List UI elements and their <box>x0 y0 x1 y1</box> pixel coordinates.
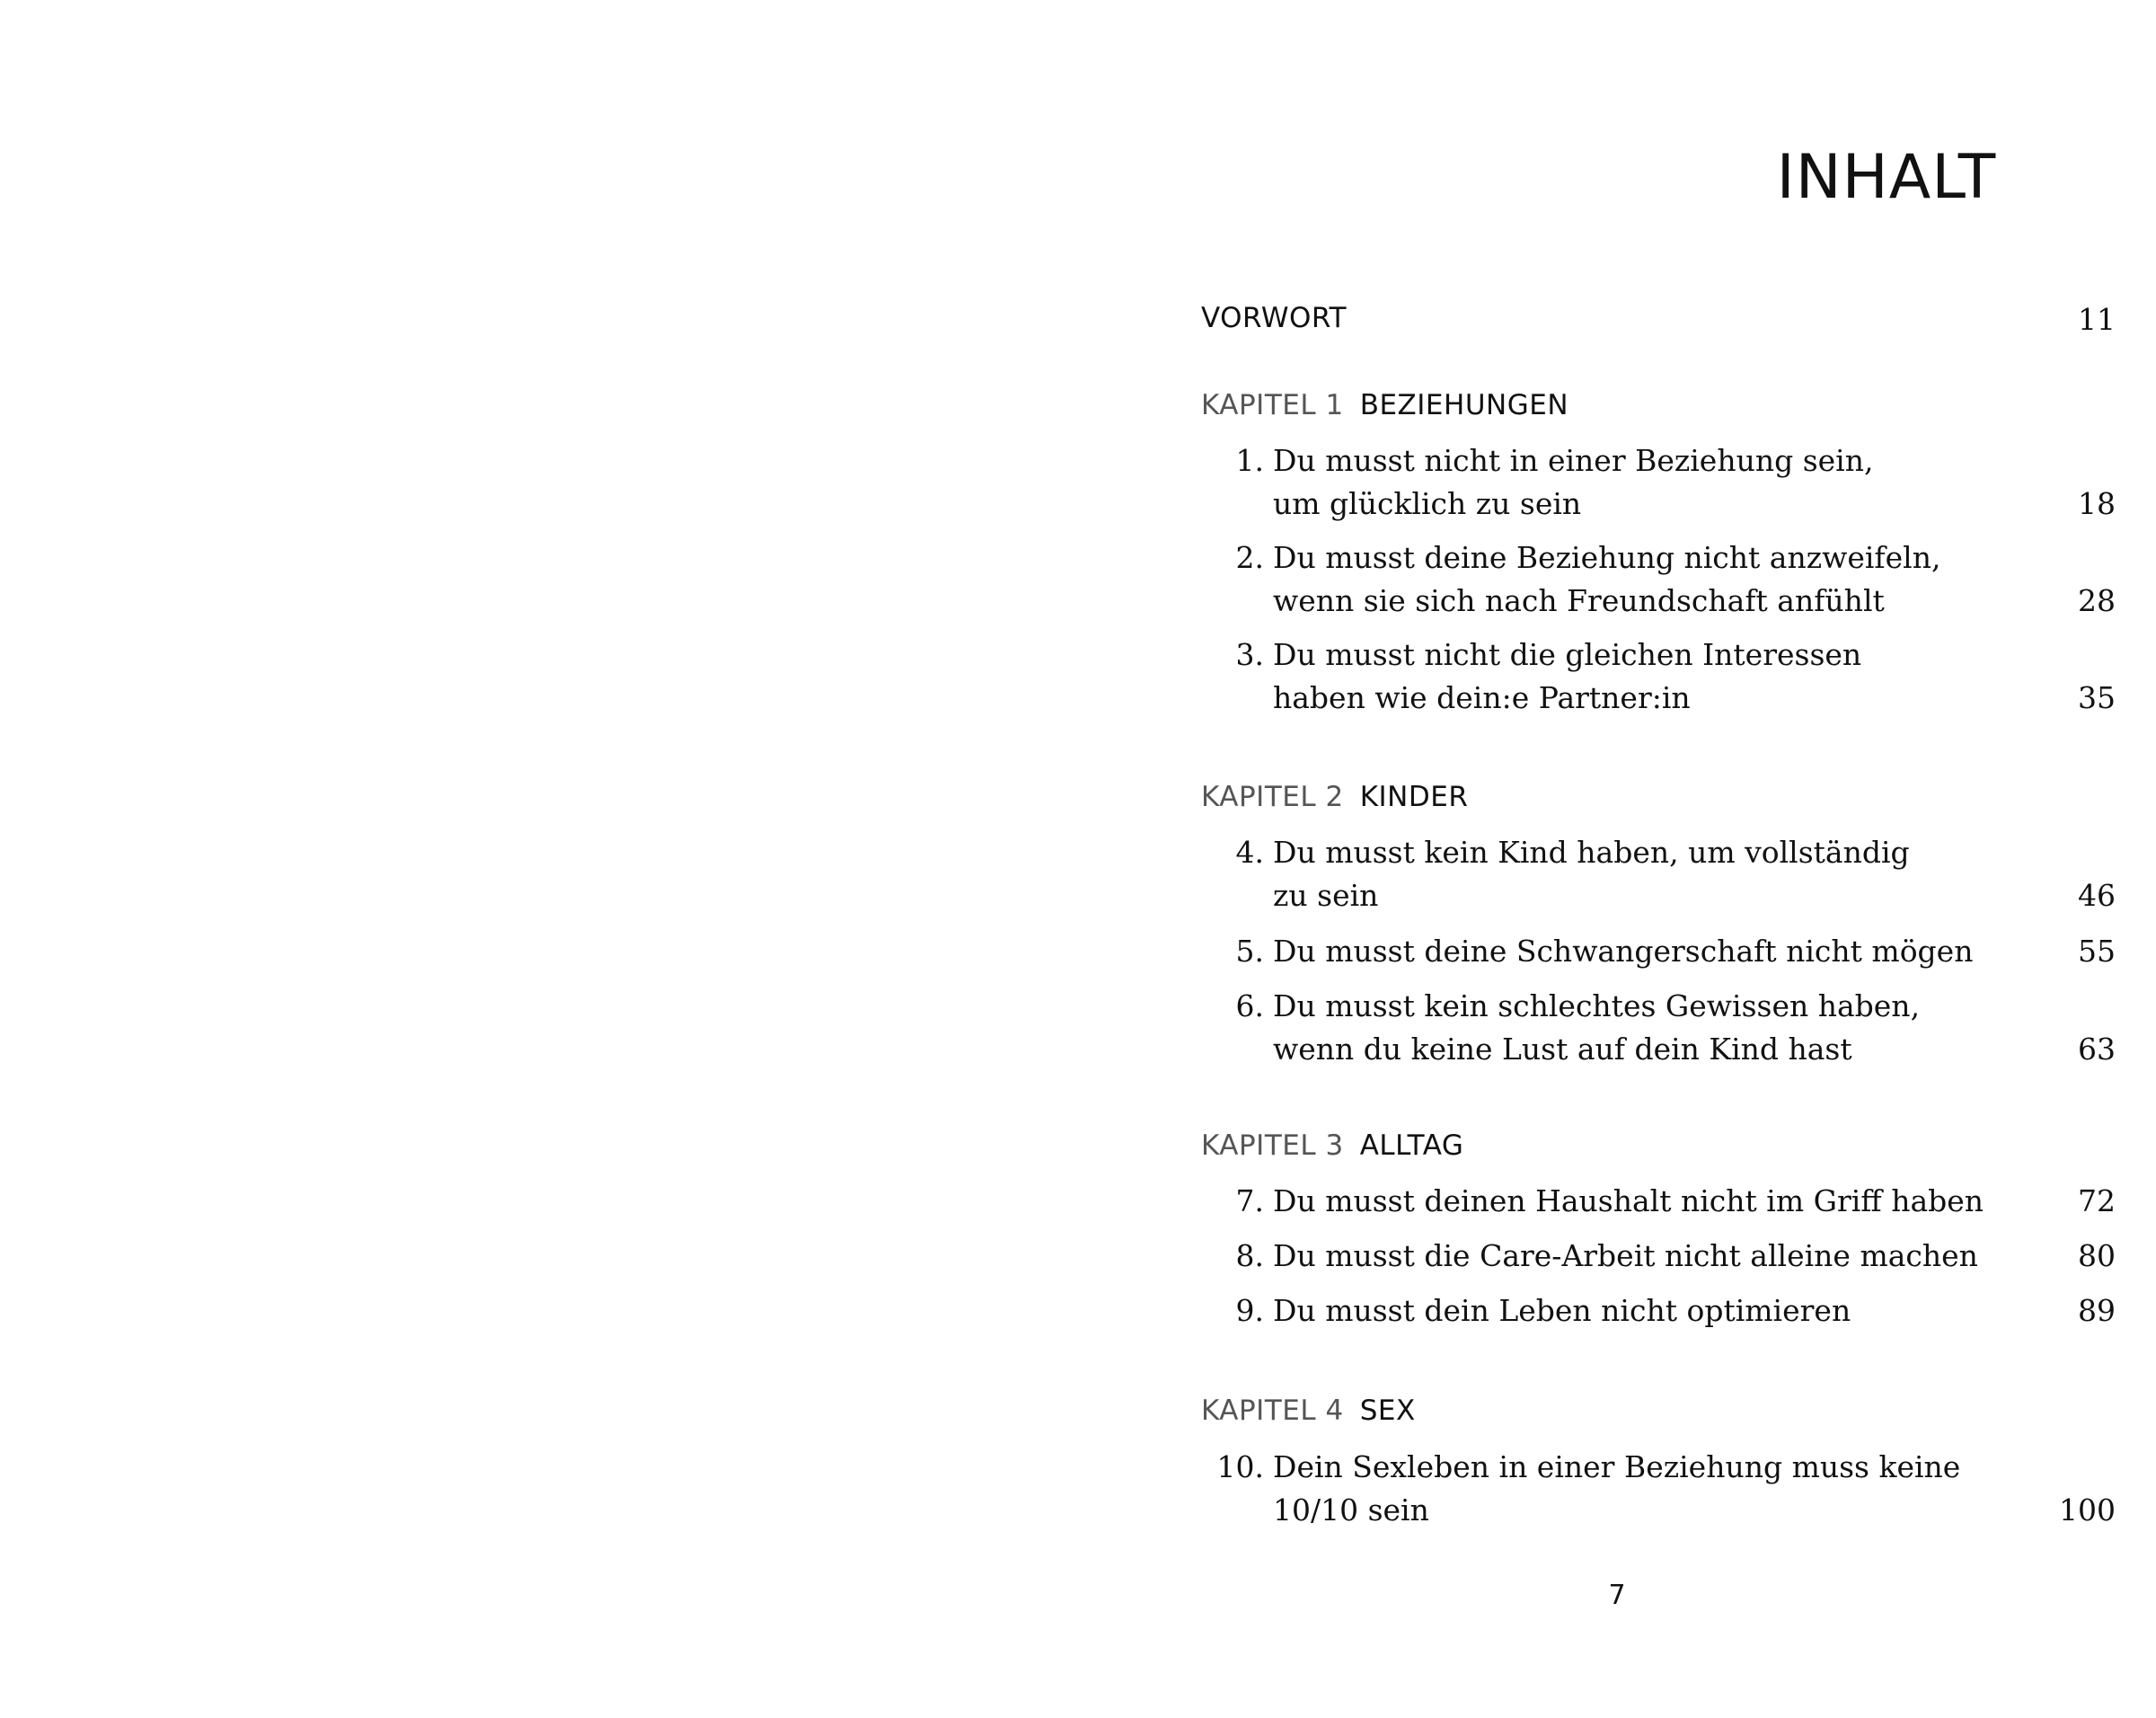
entry-10-line-1: Dein Sexleben in einer Beziehung muss keine <box>1273 1449 1961 1484</box>
entry-4-line-2: zu sein <box>1273 878 1379 913</box>
entry-4-line-1: Du musst kein Kind haben, um vollständig <box>1273 835 1910 870</box>
entry-8-line-1: Du musst die Care-Arbeit nicht alleine machen <box>1273 1238 1978 1273</box>
chapter-4-title: SEX <box>1359 1395 1416 1427</box>
entry-4-page: 46 <box>2078 878 2116 913</box>
page-number: 7 <box>1608 1580 1626 1611</box>
entry-1-line-1: Du musst nicht in einer Beziehung sein, <box>1273 443 1874 478</box>
vorwort-page: 11 <box>2078 302 2116 337</box>
entry-3-page: 35 <box>2078 680 2116 715</box>
table-of-contents <box>1201 0 2116 1718</box>
chapter-1-number: KAPITEL 1 <box>1201 389 1344 421</box>
entry-5-line-1: Du musst deine Schwangerschaft nicht mögen <box>1273 934 1974 969</box>
chapter-1-heading <box>1201 389 1568 421</box>
entry-9-page: 89 <box>2078 1293 2116 1328</box>
entry-7-page: 72 <box>2078 1183 2116 1218</box>
entry-3-number: 3. <box>1235 637 1264 672</box>
chapter-3-heading <box>1201 1129 1463 1162</box>
page-title: INHALT <box>1776 142 1997 213</box>
entry-10-page: 100 <box>2059 1492 2116 1528</box>
entry-2-line-1: Du musst deine Beziehung nicht anzweifeln, <box>1273 540 1941 575</box>
entry-2-number: 2. <box>1235 540 1264 575</box>
entry-7-line-1: Du musst deinen Haushalt nicht im Griff haben <box>1273 1183 1984 1218</box>
chapter-1-title: BEZIEHUNGEN <box>1359 389 1569 421</box>
entry-6-page: 63 <box>2078 1032 2116 1067</box>
entry-1-line-2: um glücklich zu sein <box>1273 486 1582 521</box>
entry-9-line-1: Du musst dein Leben nicht optimieren <box>1273 1293 1851 1328</box>
entry-8-page: 80 <box>2078 1238 2116 1273</box>
entry-6-number: 6. <box>1235 988 1264 1023</box>
entry-6-line-1: Du musst kein schlechtes Gewissen haben, <box>1273 988 1921 1023</box>
entry-2-page: 28 <box>2078 583 2116 618</box>
entry-10-line-2: 10/10 sein <box>1273 1492 1429 1528</box>
entry-1-number: 1. <box>1235 443 1264 478</box>
entry-5-page: 55 <box>2078 934 2116 969</box>
entry-10-number: 10. <box>1216 1449 1264 1484</box>
entry-5-number: 5. <box>1235 934 1264 969</box>
chapter-2-heading <box>1201 781 1468 813</box>
entry-3-line-2: haben wie dein:e Partner:in <box>1273 680 1691 715</box>
entry-1-page: 18 <box>2078 486 2116 521</box>
chapter-4-number: KAPITEL 4 <box>1201 1395 1344 1427</box>
entry-9-number: 9. <box>1235 1293 1264 1328</box>
vorwort-label: VORWORT <box>1201 302 1348 334</box>
entry-8-number: 8. <box>1235 1238 1264 1273</box>
right-page <box>1078 0 2156 1718</box>
entry-4-number: 4. <box>1235 835 1264 870</box>
chapter-2-title: KINDER <box>1359 781 1469 813</box>
chapter-3-number: KAPITEL 3 <box>1201 1129 1344 1162</box>
chapter-2-number: KAPITEL 2 <box>1201 781 1344 813</box>
entry-2-line-2: wenn sie sich nach Freundschaft anfühlt <box>1273 583 1885 618</box>
entry-3-line-1: Du musst nicht die gleichen Interessen <box>1273 637 1862 672</box>
chapter-3-title: ALLTAG <box>1359 1129 1464 1162</box>
entry-6-line-2: wenn du keine Lust auf dein Kind hast <box>1273 1032 1852 1067</box>
entry-7-number: 7. <box>1235 1183 1264 1218</box>
chapter-4-heading <box>1201 1395 1416 1427</box>
